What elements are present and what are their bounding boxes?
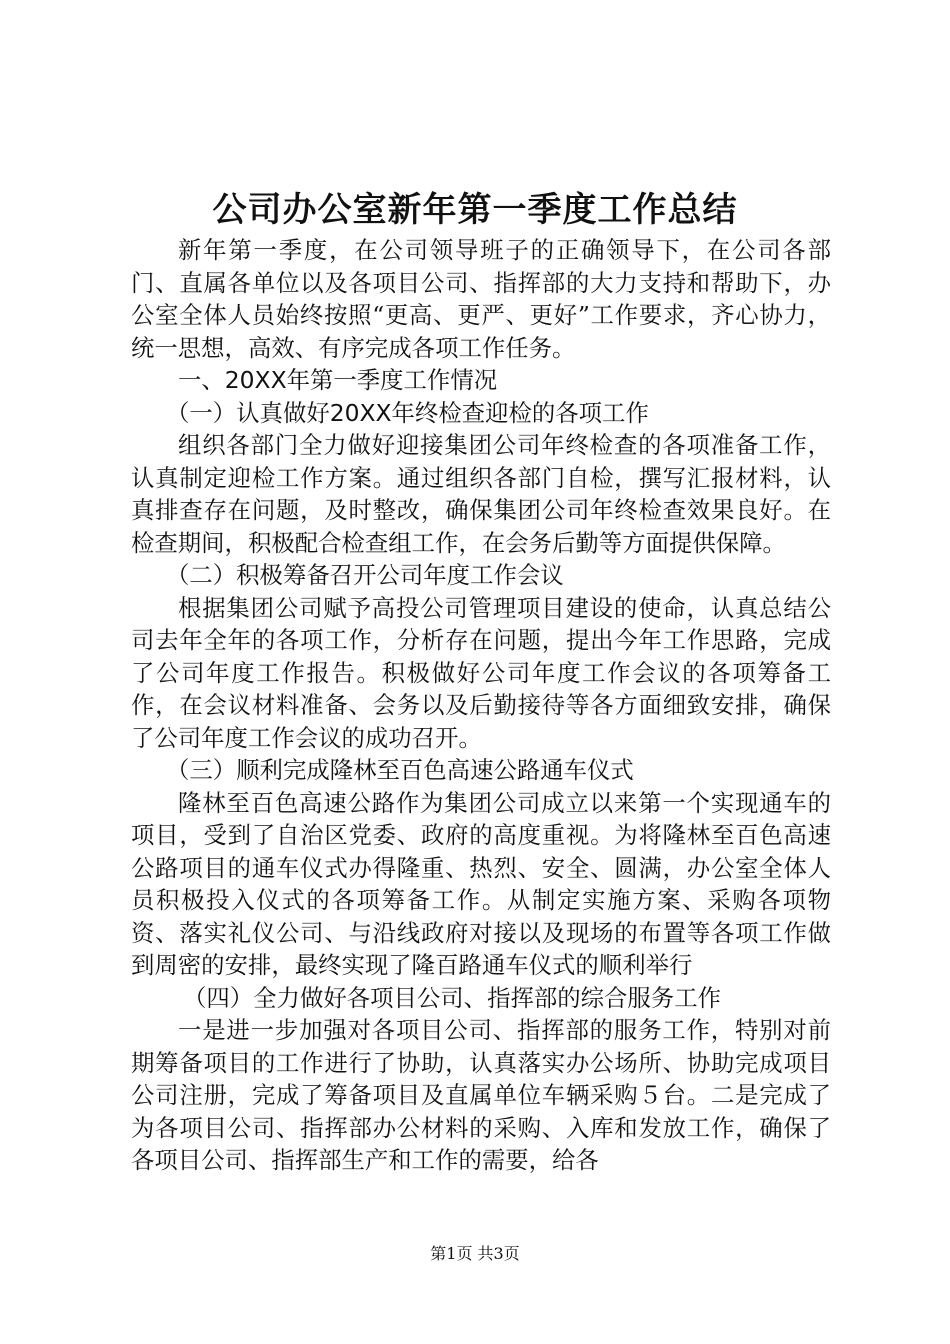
subsection-heading-3: （三）顺利完成隆林至百色高速公路通车仪式 bbox=[166, 756, 634, 784]
section-heading: 一、20XX年第一季度工作情况 bbox=[178, 366, 498, 394]
intro-paragraph: 新年第一季度，在公司领导班子的正确领导下，在公司各部门、直属各单位以及各项目公司、指挥部的大力支持和帮助下，办公室全体人员始终按照“更高、更严、更好”工作要求，齐心协力，统一思想，高效、有序完成各项工作任务。 bbox=[131, 236, 831, 362]
document-body bbox=[131, 234, 831, 1177]
subsection-heading-2: （二）积极筹备召开公司年度工作会议 bbox=[166, 561, 564, 589]
page-footer: 第1页 共3页 bbox=[430, 1244, 520, 1263]
subsection-paragraph-1: 组织各部门全力做好迎接集团公司年终检查的各项准备工作，认真制定迎检工作方案。通过组织各部门自检，撰写汇报材料，认真排查存在问题，及时整改，确保集团公司年终检查效果良好。在检查期间，积极配合检查组工作，在会务后勤等方面提供保障。 bbox=[131, 431, 831, 557]
subsection-paragraph-4: 一是进一步加强对各项目公司、指挥部的服务工作，特别对前期筹备项目的工作进行了协助，认真落实办公场所、协助完成项目公司注册，完成了筹备项目及直属单位车辆采购５台。二是完成了为各项目公司、指挥部办公材料的采购、入库和发放工作，确保了各项目公司、指挥部生产和工作的需要，给各 bbox=[131, 1016, 831, 1174]
subsection-heading-1: （一）认真做好20XX年终检查迎检的各项工作 bbox=[166, 398, 649, 427]
subsection-paragraph-2: 根据集团公司赋予高投公司管理项目建设的使命，认真总结公司去年全年的各项工作，分析存在问题，提出今年工作思路，完成了公司年度工作报告。积极做好公司年度工作会议的各项筹备工作，在会议材料准备、会务以及后勤接待等各方面细致安排，确保了公司年度工作会议的成功召开。 bbox=[131, 593, 831, 752]
subsection-heading-4: （四）全力做好各项目公司、指挥部的综合服务工作 bbox=[183, 983, 721, 1012]
document-title: 公司办公室新年第一季度工作总结 bbox=[212, 190, 738, 230]
subsection-paragraph-3: 隆林至百色高速公路作为集团公司成立以来第一个实现通车的项目，受到了自治区党委、政府的高度重视。为将隆林至百色高速公路项目的通车仪式办得隆重、热烈、安全、圆满，办公室全体人员积极投入仪式的各项筹备工作。从制定实施方案、采购各项物资、落实礼仪公司、与沿线政府对接以及现场的布置等各项工作做到周密的安排，最终实现了隆百路通车仪式的顺利举行 bbox=[131, 788, 831, 979]
